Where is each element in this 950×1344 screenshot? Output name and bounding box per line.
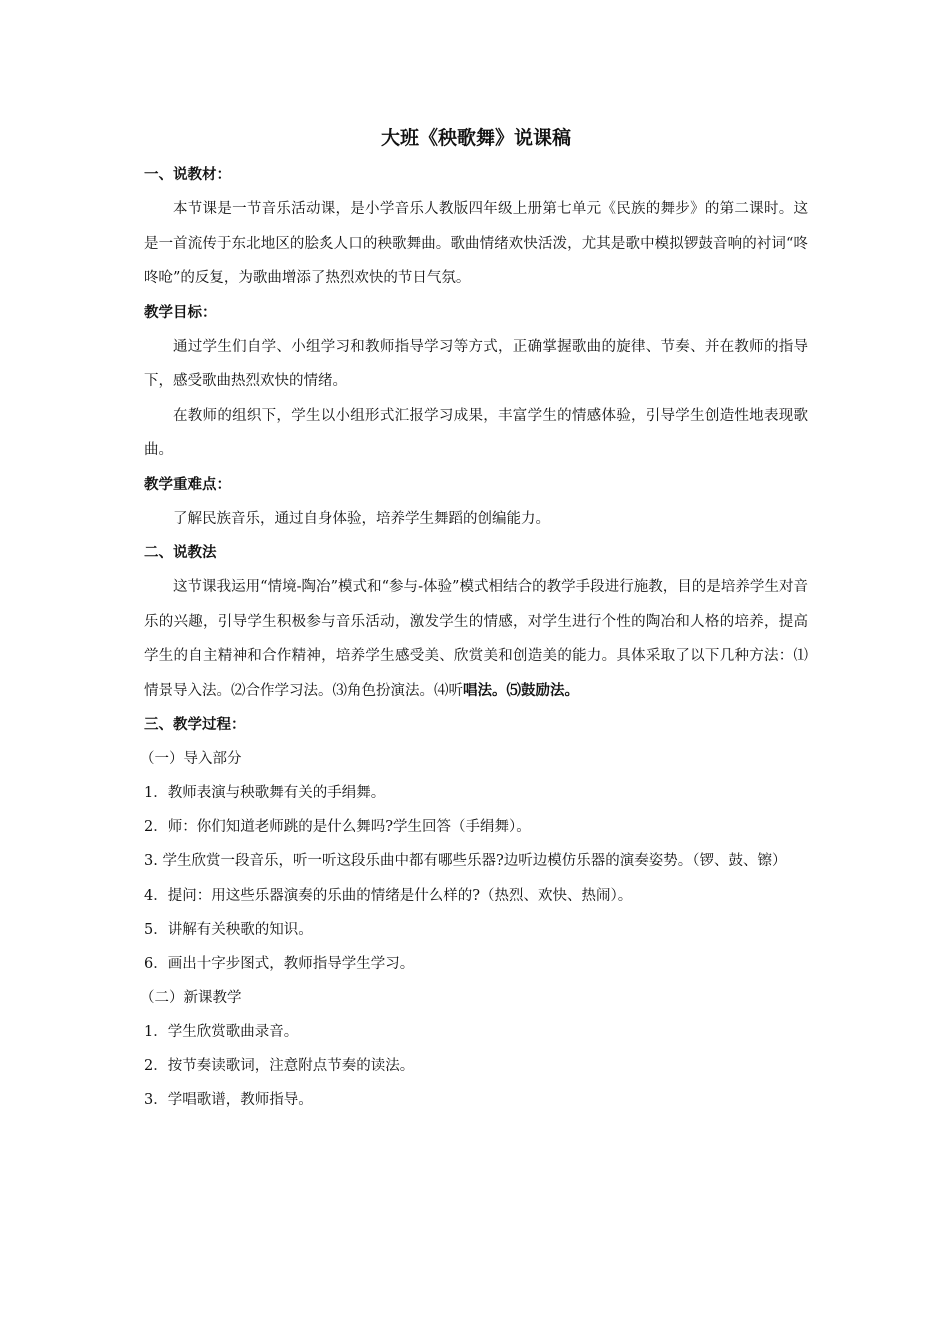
- section-heading-process: 三、教学过程：: [144, 717, 246, 733]
- list-item: 1．学生欣赏歌曲录音。: [144, 1023, 299, 1040]
- materials-paragraph: 本节课是一节音乐活动课，是小学音乐人教版四年级上册第七单元《民族的舞步》的第二课时。这是一首流传于东北地区的脍炙人口的秧歌舞曲。歌曲情绪欢快活泼，尤其是歌中模拟锣鼓音响的衬词“咚咚呛”的反复，为歌曲增添了热烈欢快的节日气氛。: [144, 201, 808, 286]
- methods-bold-tail: 唱法。⑸鼓励法。: [463, 682, 579, 699]
- list-item: 2．按节奏读歌词，注意附点节奏的读法。: [144, 1057, 415, 1074]
- subsection-title-intro: （一）导入部分: [140, 751, 242, 767]
- section-heading-materials: 一、说教材：: [144, 167, 231, 183]
- document-page: [140, 118, 808, 1117]
- list-item: 6．画出十字步图式，教师指导学生学习。: [144, 955, 415, 972]
- goals-heading: 教学目标：: [144, 304, 217, 321]
- list-item: 5．讲解有关秧歌的知识。: [144, 921, 313, 938]
- keypoints-heading: 教学重难点：: [144, 476, 231, 493]
- keypoints-paragraph: 了解民族音乐，通过自身体验，培养学生舞蹈的创编能力。: [173, 510, 550, 527]
- list-item: 3．学唱歌谱，教师指导。: [144, 1091, 313, 1108]
- document-title: 大班《秧歌舞》说课稿: [380, 127, 571, 149]
- subsection-title-new-lesson: （二）新课教学: [140, 989, 242, 1006]
- section-heading-methods: 二、说教法: [144, 545, 217, 561]
- list-item: 1．教师表演与秧歌舞有关的手绢舞。: [144, 785, 386, 801]
- goal-paragraph-2: 在教师的组织下，学生以小组形式汇报学习成果，丰富学生的情感体验，引导学生创造性地表现歌曲。: [144, 407, 808, 458]
- goal-paragraph-1: 通过学生们自学、小组学习和教师指导学习等方式，正确掌握歌曲的旋律、节奏、并在教师的指导下，感受歌曲热烈欢快的情绪。: [144, 338, 808, 389]
- list-item: 4．提问：用这些乐器演奏的乐曲的情绪是什么样的?（热烈、欢快、热闹）。: [144, 887, 633, 904]
- methods-paragraph: [144, 570, 808, 708]
- list-item: 3. 学生欣赏一段音乐，听一听这段乐曲中都有哪些乐器?边听边模仿乐器的演奏姿势。（锣、鼓、镲）: [144, 853, 787, 869]
- methods-text: 这节课我运用“情境-陶冶”模式和“参与-体验”模式相结合的教学手段进行施教，目的是培养学生对音乐的兴趣，引导学生积极参与音乐活动，激发学生的情感，对学生进行个性的陶冶和人格的培养，提高学生的自主精神和合作精神，培养学生感受美、欣赏美和创造美的能力。具体采取了以下几种方法：⑴情景导入法。⑵合作学习法。⑶角色扮演法。⑷听: [144, 579, 808, 699]
- list-item: 2．师：你们知道老师跳的是什么舞吗?学生回答（手绢舞）。: [144, 819, 531, 835]
